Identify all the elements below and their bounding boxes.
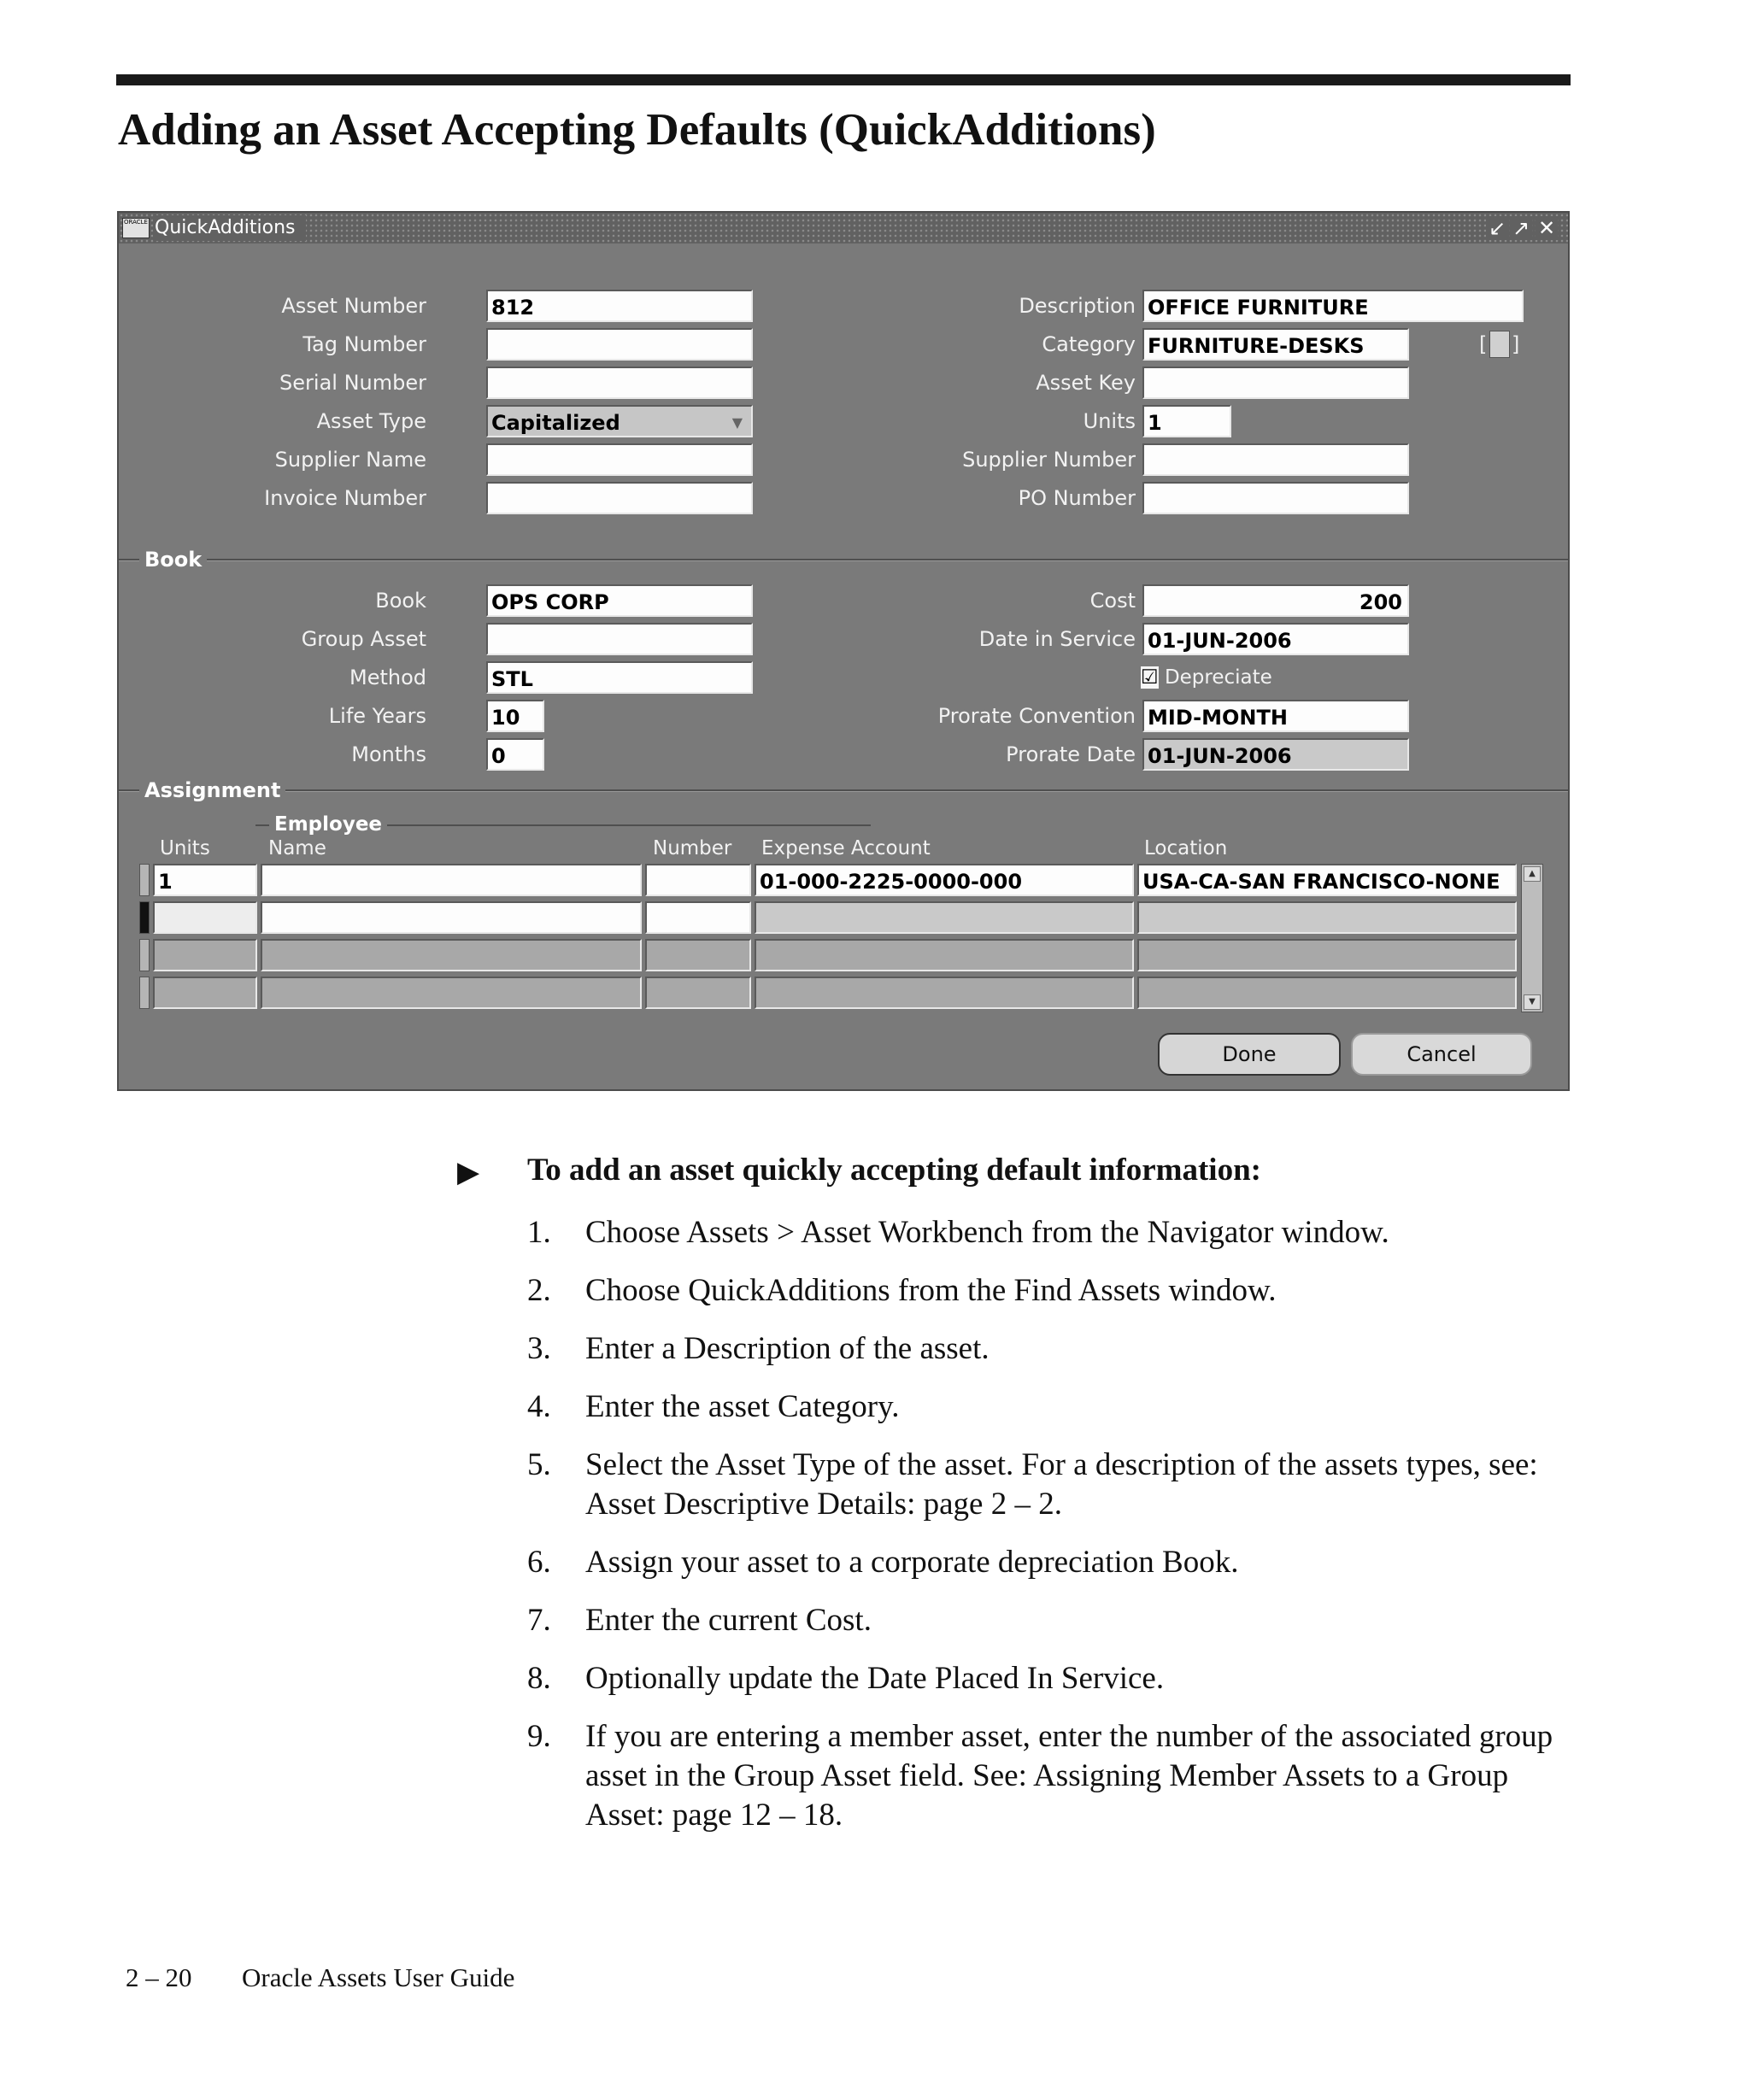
- procedure-arrow-icon: ▶: [457, 1157, 480, 1188]
- step-text: Assign your asset to a corporate depreciation Book.: [585, 1545, 1239, 1580]
- group-asset-label: Group Asset: [301, 627, 426, 651]
- scroll-up-icon[interactable]: ▲: [1524, 866, 1541, 882]
- row-number-cell[interactable]: [645, 939, 751, 971]
- row-location-cell[interactable]: USA-CA-SAN FRANCISCO-NONE: [1137, 864, 1517, 896]
- procedure-step: [527, 1271, 1578, 1311]
- asset-number-field[interactable]: 812: [486, 290, 753, 322]
- row-expense-account-cell[interactable]: [755, 939, 1134, 971]
- row-number-cell[interactable]: [645, 864, 751, 896]
- footer-title: Oracle Assets User Guide: [242, 1962, 515, 1992]
- cancel-button[interactable]: Cancel: [1351, 1033, 1532, 1076]
- lov-icon: [1489, 331, 1510, 358]
- serial-number-field[interactable]: [486, 367, 753, 399]
- procedure-step: [527, 1446, 1578, 1524]
- method-label: Method: [349, 666, 426, 689]
- assignment-scrollbar[interactable]: [1521, 864, 1543, 1012]
- supplier-number-field[interactable]: [1142, 443, 1409, 476]
- procedure-step: [527, 1329, 1578, 1369]
- asset-type-value: Capitalized: [491, 411, 620, 435]
- lov-bracket-left-icon: [: [1479, 332, 1488, 356]
- row-number-cell[interactable]: [645, 901, 751, 934]
- asset-type-select[interactable]: [486, 405, 753, 437]
- procedure-step: [527, 1543, 1578, 1582]
- col-number: Number: [653, 837, 732, 859]
- maximize-icon[interactable]: ↗: [1510, 216, 1532, 240]
- app-logo: ORACLE: [122, 218, 150, 238]
- row-location-cell[interactable]: [1137, 901, 1517, 934]
- step-number: 3.: [527, 1331, 551, 1366]
- page-title: Adding an Asset Accepting Defaults (QuickAdditions): [118, 105, 1156, 155]
- row-marker[interactable]: [139, 864, 150, 896]
- procedure-step: [527, 1659, 1578, 1698]
- tag-number-label: Tag Number: [302, 332, 426, 356]
- supplier-name-field[interactable]: [486, 443, 753, 476]
- step-text: Optionally update the Date Placed In Service.: [585, 1661, 1165, 1696]
- employee-group-title: Employee: [269, 812, 387, 837]
- prorate-date-field: 01-JUN-2006: [1142, 738, 1409, 771]
- step-number: 4.: [527, 1389, 551, 1424]
- supplier-name-label: Supplier Name: [274, 448, 426, 472]
- col-expense-account: Expense Account: [761, 837, 931, 859]
- po-number-field[interactable]: [1142, 482, 1409, 514]
- step-number: 9.: [527, 1719, 551, 1754]
- row-units-cell[interactable]: 1: [153, 864, 257, 896]
- quickadditions-window: [117, 211, 1570, 1091]
- step-text: If you are entering a member asset, enter the number of the associated group asset in the Group Asset field. See: Assigning Member Assets to a Group Asset: page 12 – 18.: [585, 1719, 1553, 1833]
- step-text: Enter a Description of the asset.: [585, 1331, 990, 1366]
- row-location-cell[interactable]: [1137, 977, 1517, 1009]
- asset-number-label: Asset Number: [281, 294, 426, 318]
- invoice-number-label: Invoice Number: [264, 486, 426, 510]
- step-text: Choose Assets > Asset Workbench from the Navigator window.: [585, 1215, 1389, 1250]
- depreciate-checkbox[interactable]: [1141, 661, 1272, 694]
- row-expense-account-cell[interactable]: [755, 977, 1134, 1009]
- row-marker[interactable]: [139, 939, 150, 971]
- prorate-convention-field[interactable]: MID-MONTH: [1142, 700, 1409, 732]
- life-years-label: Life Years: [328, 704, 426, 728]
- category-lov-button[interactable]: [1479, 328, 1520, 361]
- step-text: Enter the current Cost.: [585, 1603, 872, 1638]
- assignment-section-title: Assignment: [139, 777, 285, 803]
- asset-key-label: Asset Key: [1036, 371, 1136, 395]
- dropdown-arrow-icon: ▼: [731, 414, 743, 431]
- group-asset-field[interactable]: [486, 623, 753, 655]
- units-field[interactable]: 1: [1142, 405, 1231, 437]
- book-section-title: Book: [139, 547, 207, 572]
- close-icon[interactable]: ✕: [1536, 216, 1558, 240]
- scroll-down-icon[interactable]: ▼: [1524, 994, 1541, 1010]
- row-number-cell[interactable]: [645, 977, 751, 1009]
- prorate-convention-label: Prorate Convention: [937, 704, 1136, 728]
- tag-number-field[interactable]: [486, 328, 753, 361]
- row-expense-account-cell[interactable]: [755, 901, 1134, 934]
- invoice-number-field[interactable]: [486, 482, 753, 514]
- step-number: 7.: [527, 1603, 551, 1638]
- footer-page-number: 2 – 20: [126, 1962, 192, 1992]
- category-label: Category: [1042, 332, 1136, 356]
- description-field[interactable]: OFFICE FURNITURE: [1142, 290, 1524, 322]
- row-marker[interactable]: [139, 977, 150, 1009]
- months-field[interactable]: 0: [486, 738, 544, 771]
- step-number: 1.: [527, 1215, 551, 1250]
- date-in-service-label: Date in Service: [978, 627, 1136, 651]
- step-number: 6.: [527, 1545, 551, 1580]
- checkbox-checked-icon: ☑: [1141, 666, 1159, 689]
- row-name-cell[interactable]: [261, 901, 642, 934]
- row-name-cell[interactable]: [261, 977, 642, 1009]
- procedure-step: [527, 1717, 1578, 1835]
- step-text: Select the Asset Type of the asset. For a description of the assets types, see: Asset Descriptive Details: page 2 – 2.: [585, 1447, 1538, 1522]
- serial-number-label: Serial Number: [279, 371, 426, 395]
- supplier-number-label: Supplier Number: [962, 448, 1136, 472]
- cost-field[interactable]: 200: [1142, 584, 1409, 617]
- step-text: Enter the asset Category.: [585, 1389, 900, 1424]
- book-field[interactable]: OPS CORP: [486, 584, 753, 617]
- col-location: Location: [1144, 837, 1228, 859]
- lov-bracket-right-icon: ]: [1512, 332, 1520, 356]
- assignment-section-line: [119, 789, 1568, 792]
- col-name: Name: [268, 837, 326, 859]
- row-expense-account-cell[interactable]: 01-000-2225-0000-000: [755, 864, 1134, 896]
- book-label: Book: [375, 589, 426, 613]
- step-number: 8.: [527, 1661, 551, 1696]
- asset-type-label: Asset Type: [316, 409, 426, 433]
- procedure-step: [527, 1601, 1578, 1640]
- col-units: Units: [160, 837, 210, 859]
- row-units-cell[interactable]: [153, 977, 257, 1009]
- top-rule: [116, 74, 1571, 85]
- category-field[interactable]: FURNITURE-DESKS: [1142, 328, 1409, 361]
- depreciate-label: Depreciate: [1164, 666, 1272, 689]
- window-title: QuickAdditions: [153, 215, 306, 241]
- row-units-cell[interactable]: [153, 939, 257, 971]
- row-location-cell[interactable]: [1137, 939, 1517, 971]
- book-section-line: [119, 559, 1568, 561]
- procedure-step: [527, 1213, 1578, 1252]
- row-units-cell[interactable]: [153, 901, 257, 934]
- method-field[interactable]: STL: [486, 661, 753, 694]
- row-name-cell[interactable]: [261, 939, 642, 971]
- procedure-heading: To add an asset quickly accepting default information:: [527, 1153, 1261, 1188]
- life-years-field[interactable]: 10: [486, 700, 544, 732]
- minimize-icon[interactable]: ↙: [1486, 216, 1508, 240]
- date-in-service-field[interactable]: 01-JUN-2006: [1142, 623, 1409, 655]
- window-titlebar: [119, 213, 1568, 243]
- units-label: Units: [1083, 409, 1136, 433]
- asset-key-field[interactable]: [1142, 367, 1409, 399]
- procedure-step: [527, 1387, 1578, 1427]
- step-text: Choose QuickAdditions from the Find Assets window.: [585, 1273, 1277, 1308]
- row-name-cell[interactable]: [261, 864, 642, 896]
- prorate-date-label: Prorate Date: [1006, 742, 1136, 766]
- step-number: 5.: [527, 1447, 551, 1482]
- po-number-label: PO Number: [1018, 486, 1136, 510]
- description-label: Description: [1019, 294, 1136, 318]
- row-marker-current[interactable]: [139, 901, 150, 934]
- cost-label: Cost: [1089, 589, 1136, 613]
- step-number: 2.: [527, 1273, 551, 1308]
- done-button[interactable]: Done: [1158, 1033, 1341, 1076]
- months-label: Months: [351, 742, 426, 766]
